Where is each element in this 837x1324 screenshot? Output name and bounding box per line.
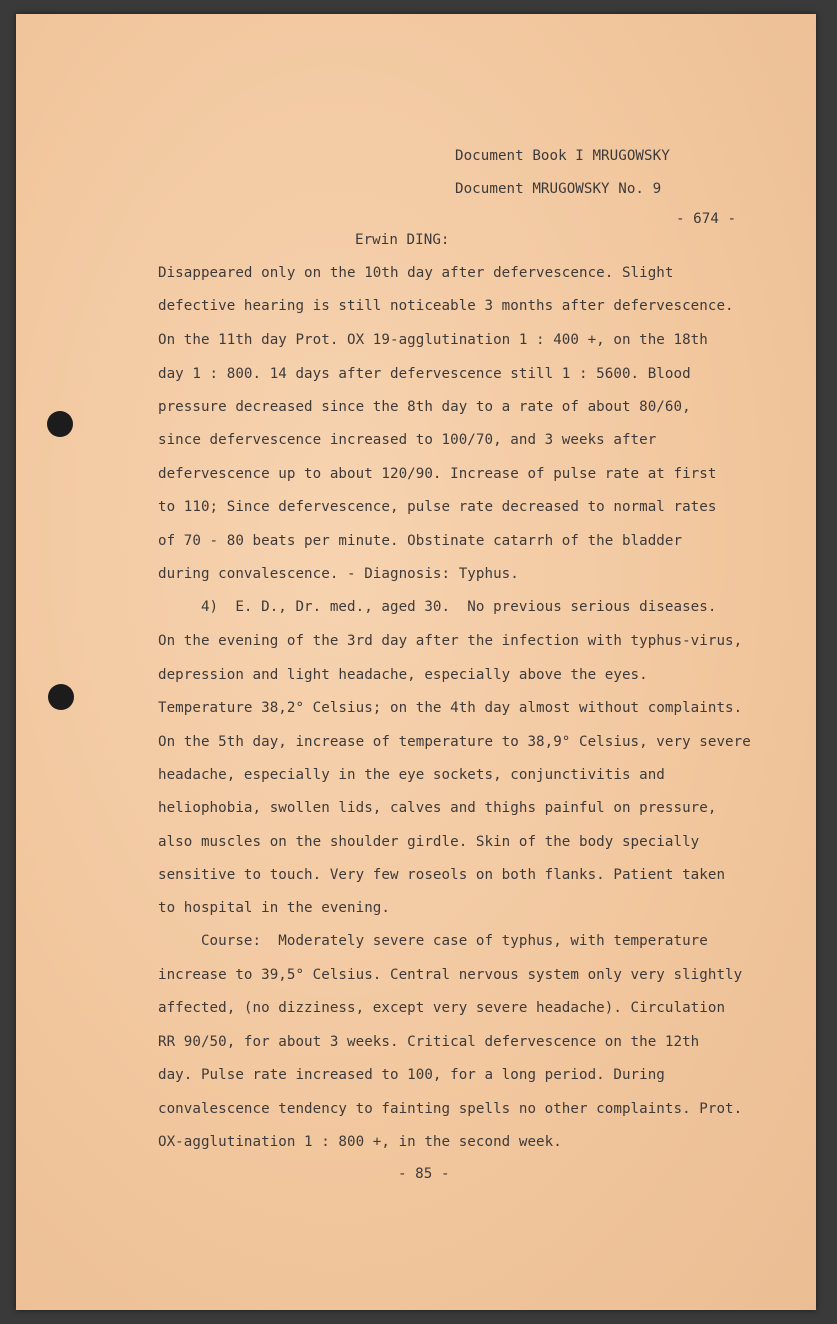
page-number-top: - 674 - xyxy=(676,211,737,227)
body-line: increase to 39,5° Celsius. Central nervous system only very slightly xyxy=(158,967,743,983)
body-line: since defervescence increased to 100/70, and 3 weeks after xyxy=(158,432,657,448)
body-line: On the 5th day, increase of temperature to 38,9° Celsius, very severe xyxy=(158,734,751,750)
body-line: defective hearing is still noticeable 3 months after defervescence. xyxy=(158,298,734,314)
body-line: day. Pulse rate increased to 100, for a long period. During xyxy=(158,1067,665,1083)
document-number: Document MRUGOWSKY No. 9 xyxy=(455,181,662,197)
body-line: of 70 - 80 beats per minute. Obstinate catarrh of the bladder xyxy=(158,533,683,549)
body-line: also muscles on the shoulder girdle. Skin of the body specially xyxy=(158,834,700,850)
body-line: heliophobia, swollen lids, calves and thighs painful on pressure, xyxy=(158,800,717,816)
punch-hole xyxy=(47,411,73,437)
body-line: to hospital in the evening. xyxy=(158,900,390,916)
punch-hole xyxy=(48,684,74,710)
body-line: convalescence tendency to fainting spells no other complaints. Prot. xyxy=(158,1101,743,1117)
body-line: day 1 : 800. 14 days after defervescence still 1 : 5600. Blood xyxy=(158,366,691,382)
body-line: RR 90/50, for about 3 weeks. Critical defervescence on the 12th xyxy=(158,1034,700,1050)
body-line: to 110; Since defervescence, pulse rate decreased to normal rates xyxy=(158,499,717,515)
body-line: depression and light headache, especially above the eyes. xyxy=(158,667,648,683)
body-line: affected, (no dizziness, except very severe headache). Circulation xyxy=(158,1000,726,1016)
body-line: headache, especially in the eye sockets, conjunctivitis and xyxy=(158,767,665,783)
body-line: On the evening of the 3rd day after the infection with typhus-virus, xyxy=(158,633,743,649)
body-line: On the 11th day Prot. OX 19-agglutination 1 : 400 +, on the 18th xyxy=(158,332,708,348)
body-line: Course: Moderately severe case of typhus, with temperature xyxy=(158,933,708,949)
body-line: OX-agglutination 1 : 800 +, in the second week. xyxy=(158,1134,562,1150)
page-number-bottom: - 85 - xyxy=(398,1166,450,1182)
body-line: during convalescence. - Diagnosis: Typhus. xyxy=(158,566,519,582)
body-line: defervescence up to about 120/90. Increase of pulse rate at first xyxy=(158,466,717,482)
author-heading: Erwin DING: xyxy=(355,232,450,248)
body-line: sensitive to touch. Very few roseols on both flanks. Patient taken xyxy=(158,867,726,883)
body-line: 4) E. D., Dr. med., aged 30. No previous serious diseases. xyxy=(158,599,717,615)
document-book-label: Document Book I MRUGOWSKY xyxy=(455,148,670,164)
body-line: Temperature 38,2° Celsius; on the 4th day almost without complaints. xyxy=(158,700,743,716)
body-line: Disappeared only on the 10th day after defervescence. Slight xyxy=(158,265,674,281)
body-line: pressure decreased since the 8th day to a rate of about 80/60, xyxy=(158,399,691,415)
